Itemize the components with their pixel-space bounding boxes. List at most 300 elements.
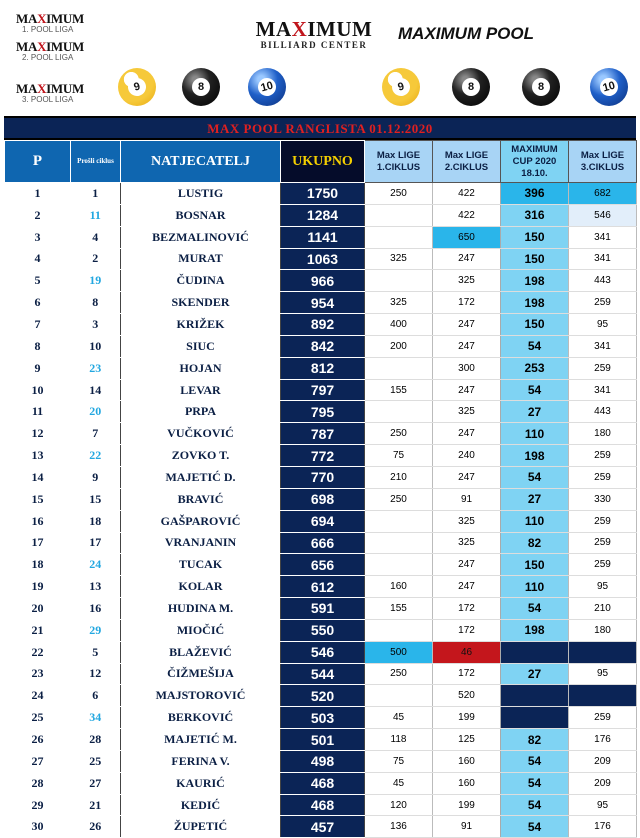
column-header-lige-3: Max LIGE 3.CIKLUS bbox=[569, 141, 637, 183]
total-points-cell: 520 bbox=[281, 685, 365, 707]
lige-3-points-cell: 443 bbox=[569, 401, 637, 423]
lige-1-points-cell: 75 bbox=[365, 750, 433, 772]
competitor-name-cell: LUSTIG bbox=[121, 183, 281, 205]
table-row bbox=[5, 423, 637, 445]
table-row bbox=[5, 663, 637, 685]
total-points-cell: 770 bbox=[281, 466, 365, 488]
previous-cycle-cell: 25 bbox=[71, 750, 121, 772]
center-brand: MAXIMUM bbox=[255, 17, 373, 41]
cup-points-cell: 54 bbox=[501, 466, 569, 488]
table-row bbox=[5, 685, 637, 707]
column-header-total: UKUPNO bbox=[281, 141, 365, 183]
lige-1-points-cell bbox=[365, 685, 433, 707]
lige-2-points-cell: 247 bbox=[433, 576, 501, 598]
total-points-cell: 468 bbox=[281, 772, 365, 794]
cup-points-cell: 27 bbox=[501, 488, 569, 510]
lige-1-points-cell: 155 bbox=[365, 598, 433, 620]
cup-points-cell: 82 bbox=[501, 532, 569, 554]
cup-points-cell: 27 bbox=[501, 401, 569, 423]
lige-1-points-cell: 325 bbox=[365, 248, 433, 270]
lige-2-points-cell: 520 bbox=[433, 685, 501, 707]
table-row bbox=[5, 816, 637, 838]
total-points-cell: 966 bbox=[281, 270, 365, 292]
total-points-cell: 787 bbox=[281, 423, 365, 445]
competitor-name-cell: BOSNAR bbox=[121, 204, 281, 226]
position-cell: 22 bbox=[5, 641, 71, 663]
lige-2-points-cell: 46 bbox=[433, 641, 501, 663]
nine-ball-icon: 9 bbox=[382, 68, 420, 106]
lige-2-points-cell: 325 bbox=[433, 532, 501, 554]
position-cell: 15 bbox=[5, 488, 71, 510]
position-cell: 3 bbox=[5, 226, 71, 248]
total-points-cell: 498 bbox=[281, 750, 365, 772]
lige-2-points-cell: 247 bbox=[433, 423, 501, 445]
previous-cycle-cell: 3 bbox=[71, 314, 121, 336]
cup-points-cell: 27 bbox=[501, 663, 569, 685]
total-points-cell: 544 bbox=[281, 663, 365, 685]
competitor-name-cell: KAURIĆ bbox=[121, 772, 281, 794]
cup-points-cell: 150 bbox=[501, 226, 569, 248]
cup-points-cell: 253 bbox=[501, 357, 569, 379]
previous-cycle-cell: 22 bbox=[71, 445, 121, 467]
nine-ball-icon: 9 bbox=[118, 68, 156, 106]
total-points-cell: 698 bbox=[281, 488, 365, 510]
competitor-name-cell: BLAŽEVIĆ bbox=[121, 641, 281, 663]
ten-ball-icon: 10 bbox=[248, 68, 286, 106]
lige-1-points-cell: 45 bbox=[365, 707, 433, 729]
table-row bbox=[5, 488, 637, 510]
previous-cycle-cell: 10 bbox=[71, 335, 121, 357]
cup-points-cell: 198 bbox=[501, 445, 569, 467]
position-cell: 4 bbox=[5, 248, 71, 270]
maximum-billiard-logo bbox=[254, 18, 374, 50]
competitor-name-cell: MURAT bbox=[121, 248, 281, 270]
previous-cycle-cell: 20 bbox=[71, 401, 121, 423]
table-row bbox=[5, 335, 637, 357]
previous-cycle-cell: 7 bbox=[71, 423, 121, 445]
lige-1-points-cell: 45 bbox=[365, 772, 433, 794]
cup-points-cell: 316 bbox=[501, 204, 569, 226]
position-cell: 21 bbox=[5, 619, 71, 641]
total-points-cell: 1750 bbox=[281, 183, 365, 205]
competitor-name-cell: KRIŽEK bbox=[121, 314, 281, 336]
lige-3-points-cell: 209 bbox=[569, 750, 637, 772]
total-points-cell: 1141 bbox=[281, 226, 365, 248]
lige-3-points-cell: 95 bbox=[569, 663, 637, 685]
competitor-name-cell: BERKOVIĆ bbox=[121, 707, 281, 729]
competitor-name-cell: SIUC bbox=[121, 335, 281, 357]
lige-3-points-cell: 443 bbox=[569, 270, 637, 292]
lige-2-points-cell: 247 bbox=[433, 314, 501, 336]
table-row bbox=[5, 204, 637, 226]
table-row bbox=[5, 357, 637, 379]
competitor-name-cell: VUČKOVIĆ bbox=[121, 423, 281, 445]
total-points-cell: 591 bbox=[281, 598, 365, 620]
position-cell: 27 bbox=[5, 750, 71, 772]
competitor-name-cell: FERINA V. bbox=[121, 750, 281, 772]
cup-points-cell: 54 bbox=[501, 379, 569, 401]
competitor-name-cell: GAŠPAROVIĆ bbox=[121, 510, 281, 532]
previous-cycle-cell: 9 bbox=[71, 466, 121, 488]
position-cell: 1 bbox=[5, 183, 71, 205]
lige-1-points-cell bbox=[365, 510, 433, 532]
previous-cycle-cell: 16 bbox=[71, 598, 121, 620]
position-cell: 17 bbox=[5, 532, 71, 554]
lige-3-points-cell bbox=[569, 685, 637, 707]
table-row bbox=[5, 445, 637, 467]
lige-2-points-cell: 125 bbox=[433, 729, 501, 751]
competitor-name-cell: BEZMALINOVIĆ bbox=[121, 226, 281, 248]
total-points-cell: 812 bbox=[281, 357, 365, 379]
eight-ball-icon: 8 bbox=[182, 68, 220, 106]
lige-1-points-cell: 200 bbox=[365, 335, 433, 357]
previous-cycle-cell: 34 bbox=[71, 707, 121, 729]
league-2-brand: MAXIMUM bbox=[16, 39, 84, 54]
center-sub: BILLIARD CENTER bbox=[260, 40, 368, 50]
position-cell: 20 bbox=[5, 598, 71, 620]
league-2-logo bbox=[16, 40, 116, 62]
previous-cycle-cell: 6 bbox=[71, 685, 121, 707]
cup-points-cell: 54 bbox=[501, 772, 569, 794]
competitor-name-cell: SKENDER bbox=[121, 292, 281, 314]
total-points-cell: 550 bbox=[281, 619, 365, 641]
lige-1-points-cell: 118 bbox=[365, 729, 433, 751]
lige-2-points-cell: 325 bbox=[433, 401, 501, 423]
lige-3-points-cell bbox=[569, 641, 637, 663]
lige-3-points-cell: 95 bbox=[569, 314, 637, 336]
previous-cycle-cell: 8 bbox=[71, 292, 121, 314]
lige-2-points-cell: 422 bbox=[433, 183, 501, 205]
total-points-cell: 797 bbox=[281, 379, 365, 401]
lige-3-points-cell: 259 bbox=[569, 357, 637, 379]
ranking-body bbox=[5, 183, 637, 838]
lige-2-points-cell: 247 bbox=[433, 379, 501, 401]
lige-2-points-cell: 247 bbox=[433, 554, 501, 576]
column-header-lige-1: Max LIGE 1.CIKLUS bbox=[365, 141, 433, 183]
lige-2-points-cell: 247 bbox=[433, 335, 501, 357]
lige-3-points-cell: 180 bbox=[569, 423, 637, 445]
cup-points-cell: 54 bbox=[501, 794, 569, 816]
lige-3-points-cell: 176 bbox=[569, 729, 637, 751]
competitor-name-cell: BRAVIĆ bbox=[121, 488, 281, 510]
competitor-name-cell: PRPA bbox=[121, 401, 281, 423]
lige-1-points-cell: 250 bbox=[365, 423, 433, 445]
lige-3-points-cell: 341 bbox=[569, 379, 637, 401]
table-row bbox=[5, 248, 637, 270]
lige-3-points-cell: 95 bbox=[569, 794, 637, 816]
position-cell: 2 bbox=[5, 204, 71, 226]
lige-2-points-cell: 172 bbox=[433, 619, 501, 641]
lige-2-points-cell: 199 bbox=[433, 707, 501, 729]
total-points-cell: 656 bbox=[281, 554, 365, 576]
position-cell: 12 bbox=[5, 423, 71, 445]
total-points-cell: 1063 bbox=[281, 248, 365, 270]
previous-cycle-cell: 19 bbox=[71, 270, 121, 292]
cup-points-cell: 54 bbox=[501, 750, 569, 772]
table-row bbox=[5, 576, 637, 598]
lige-1-points-cell: 160 bbox=[365, 576, 433, 598]
total-points-cell: 694 bbox=[281, 510, 365, 532]
competitor-name-cell: KEDIĆ bbox=[121, 794, 281, 816]
eight-ball-icon: 8 bbox=[452, 68, 490, 106]
lige-1-points-cell bbox=[365, 619, 433, 641]
previous-cycle-cell: 4 bbox=[71, 226, 121, 248]
previous-cycle-cell: 21 bbox=[71, 794, 121, 816]
cup-points-cell: 54 bbox=[501, 816, 569, 838]
position-cell: 24 bbox=[5, 685, 71, 707]
lige-3-points-cell: 259 bbox=[569, 532, 637, 554]
table-row bbox=[5, 794, 637, 816]
league-3-logo bbox=[16, 82, 116, 104]
cup-points-cell: 198 bbox=[501, 270, 569, 292]
table-row bbox=[5, 772, 637, 794]
lige-3-points-cell: 682 bbox=[569, 183, 637, 205]
position-cell: 13 bbox=[5, 445, 71, 467]
lige-1-points-cell bbox=[365, 532, 433, 554]
position-cell: 11 bbox=[5, 401, 71, 423]
page-title: MAXIMUM POOL bbox=[398, 24, 534, 43]
table-header-row bbox=[5, 141, 637, 183]
lige-1-points-cell: 210 bbox=[365, 466, 433, 488]
lige-1-points-cell: 136 bbox=[365, 816, 433, 838]
league-1-label: 1. POOL LIGA bbox=[22, 25, 74, 34]
position-cell: 28 bbox=[5, 772, 71, 794]
competitor-name-cell: MAJSTOROVIĆ bbox=[121, 685, 281, 707]
lige-3-points-cell: 259 bbox=[569, 466, 637, 488]
lige-1-points-cell: 155 bbox=[365, 379, 433, 401]
lige-3-points-cell: 341 bbox=[569, 335, 637, 357]
lige-3-points-cell: 259 bbox=[569, 292, 637, 314]
position-cell: 8 bbox=[5, 335, 71, 357]
column-header-position: P bbox=[5, 141, 71, 183]
previous-cycle-cell: 12 bbox=[71, 663, 121, 685]
competitor-name-cell: HOJAN bbox=[121, 357, 281, 379]
lige-3-points-cell: 259 bbox=[569, 445, 637, 467]
table-row bbox=[5, 510, 637, 532]
lige-3-points-cell: 95 bbox=[569, 576, 637, 598]
position-cell: 23 bbox=[5, 663, 71, 685]
lige-2-points-cell: 160 bbox=[433, 750, 501, 772]
table-row bbox=[5, 270, 637, 292]
lige-3-points-cell: 330 bbox=[569, 488, 637, 510]
table-row bbox=[5, 554, 637, 576]
total-points-cell: 795 bbox=[281, 401, 365, 423]
previous-cycle-cell: 24 bbox=[71, 554, 121, 576]
lige-2-points-cell: 199 bbox=[433, 794, 501, 816]
lige-2-points-cell: 172 bbox=[433, 663, 501, 685]
position-cell: 19 bbox=[5, 576, 71, 598]
league-1-brand: MAXIMUM bbox=[16, 11, 84, 26]
previous-cycle-cell: 27 bbox=[71, 772, 121, 794]
cup-points-cell: 150 bbox=[501, 248, 569, 270]
competitor-name-cell: VRANJANIN bbox=[121, 532, 281, 554]
lige-1-points-cell: 325 bbox=[365, 292, 433, 314]
lige-2-points-cell: 325 bbox=[433, 510, 501, 532]
previous-cycle-cell: 2 bbox=[71, 248, 121, 270]
previous-cycle-cell: 23 bbox=[71, 357, 121, 379]
cup-points-cell bbox=[501, 641, 569, 663]
lige-2-points-cell: 300 bbox=[433, 357, 501, 379]
league-2-label: 2. POOL LIGA bbox=[22, 53, 74, 62]
total-points-cell: 457 bbox=[281, 816, 365, 838]
previous-cycle-cell: 18 bbox=[71, 510, 121, 532]
total-points-cell: 546 bbox=[281, 641, 365, 663]
ten-ball-icon: 10 bbox=[590, 68, 628, 106]
column-header-cup: MAXIMUM CUP 2020 18.10. bbox=[501, 141, 569, 183]
lige-1-points-cell bbox=[365, 226, 433, 248]
lige-2-points-cell: 91 bbox=[433, 488, 501, 510]
lige-1-points-cell: 500 bbox=[365, 641, 433, 663]
table-row bbox=[5, 750, 637, 772]
cup-points-cell bbox=[501, 685, 569, 707]
lige-1-points-cell: 250 bbox=[365, 663, 433, 685]
cup-points-cell: 54 bbox=[501, 598, 569, 620]
table-row bbox=[5, 183, 637, 205]
previous-cycle-cell: 26 bbox=[71, 816, 121, 838]
lige-3-points-cell: 341 bbox=[569, 226, 637, 248]
column-header-lige-2: Max LIGE 2.CIKLUS bbox=[433, 141, 501, 183]
previous-cycle-cell: 14 bbox=[71, 379, 121, 401]
lige-1-points-cell bbox=[365, 204, 433, 226]
position-cell: 10 bbox=[5, 379, 71, 401]
position-cell: 30 bbox=[5, 816, 71, 838]
table-row bbox=[5, 532, 637, 554]
table-row bbox=[5, 226, 637, 248]
lige-1-points-cell: 75 bbox=[365, 445, 433, 467]
total-points-cell: 772 bbox=[281, 445, 365, 467]
position-cell: 26 bbox=[5, 729, 71, 751]
lige-1-points-cell: 400 bbox=[365, 314, 433, 336]
lige-1-points-cell bbox=[365, 554, 433, 576]
lige-2-points-cell: 160 bbox=[433, 772, 501, 794]
competitor-name-cell: TUCAK bbox=[121, 554, 281, 576]
league-3-label: 3. POOL LIGA bbox=[22, 95, 74, 104]
column-header-previous-cycle: Prošli ciklus bbox=[71, 141, 121, 183]
lige-2-points-cell: 240 bbox=[433, 445, 501, 467]
competitor-name-cell: LEVAR bbox=[121, 379, 281, 401]
lige-2-points-cell: 172 bbox=[433, 598, 501, 620]
competitor-name-cell: ČIŽMEŠIJA bbox=[121, 663, 281, 685]
lige-1-points-cell: 120 bbox=[365, 794, 433, 816]
lige-2-points-cell: 650 bbox=[433, 226, 501, 248]
header bbox=[4, 4, 636, 116]
ranking-table bbox=[4, 140, 637, 838]
position-cell: 18 bbox=[5, 554, 71, 576]
competitor-name-cell: KOLAR bbox=[121, 576, 281, 598]
competitor-name-cell: ZOVKO T. bbox=[121, 445, 281, 467]
lige-2-points-cell: 422 bbox=[433, 204, 501, 226]
table-row bbox=[5, 707, 637, 729]
ranking-banner: MAX POOL RANGLISTA 01.12.2020 bbox=[4, 116, 636, 140]
previous-cycle-cell: 29 bbox=[71, 619, 121, 641]
position-cell: 7 bbox=[5, 314, 71, 336]
position-cell: 5 bbox=[5, 270, 71, 292]
total-points-cell: 612 bbox=[281, 576, 365, 598]
competitor-name-cell: ČUDINA bbox=[121, 270, 281, 292]
cup-points-cell: 198 bbox=[501, 292, 569, 314]
total-points-cell: 503 bbox=[281, 707, 365, 729]
cup-points-cell bbox=[501, 707, 569, 729]
previous-cycle-cell: 15 bbox=[71, 488, 121, 510]
league-1-logo bbox=[16, 12, 116, 34]
lige-3-points-cell: 259 bbox=[569, 554, 637, 576]
lige-3-points-cell: 259 bbox=[569, 510, 637, 532]
previous-cycle-cell: 5 bbox=[71, 641, 121, 663]
previous-cycle-cell: 28 bbox=[71, 729, 121, 751]
cup-points-cell: 110 bbox=[501, 576, 569, 598]
lige-3-points-cell: 176 bbox=[569, 816, 637, 838]
position-cell: 16 bbox=[5, 510, 71, 532]
lige-3-points-cell: 546 bbox=[569, 204, 637, 226]
table-row bbox=[5, 292, 637, 314]
position-cell: 6 bbox=[5, 292, 71, 314]
table-row bbox=[5, 401, 637, 423]
total-points-cell: 1284 bbox=[281, 204, 365, 226]
previous-cycle-cell: 11 bbox=[71, 204, 121, 226]
table-row bbox=[5, 619, 637, 641]
lige-2-points-cell: 247 bbox=[433, 466, 501, 488]
total-points-cell: 892 bbox=[281, 314, 365, 336]
total-points-cell: 666 bbox=[281, 532, 365, 554]
cup-points-cell: 198 bbox=[501, 619, 569, 641]
league-3-brand: MAXIMUM bbox=[16, 81, 84, 96]
competitor-name-cell: MAJETIĆ M. bbox=[121, 729, 281, 751]
competitor-name-cell: HUDINA M. bbox=[121, 598, 281, 620]
total-points-cell: 468 bbox=[281, 794, 365, 816]
cup-points-cell: 82 bbox=[501, 729, 569, 751]
total-points-cell: 954 bbox=[281, 292, 365, 314]
table-row bbox=[5, 641, 637, 663]
competitor-name-cell: MAJETIĆ D. bbox=[121, 466, 281, 488]
cup-points-cell: 396 bbox=[501, 183, 569, 205]
lige-3-points-cell: 180 bbox=[569, 619, 637, 641]
table-row bbox=[5, 466, 637, 488]
previous-cycle-cell: 13 bbox=[71, 576, 121, 598]
competitor-name-cell: ŽUPETIĆ bbox=[121, 816, 281, 838]
lige-1-points-cell bbox=[365, 401, 433, 423]
lige-1-points-cell: 250 bbox=[365, 183, 433, 205]
table-row bbox=[5, 314, 637, 336]
position-cell: 29 bbox=[5, 794, 71, 816]
lige-1-points-cell bbox=[365, 357, 433, 379]
cup-points-cell: 110 bbox=[501, 510, 569, 532]
position-cell: 25 bbox=[5, 707, 71, 729]
previous-cycle-cell: 1 bbox=[71, 183, 121, 205]
table-row bbox=[5, 379, 637, 401]
table-row bbox=[5, 598, 637, 620]
eight-ball-icon: 8 bbox=[522, 68, 560, 106]
lige-3-points-cell: 341 bbox=[569, 248, 637, 270]
lige-1-points-cell: 250 bbox=[365, 488, 433, 510]
lige-2-points-cell: 247 bbox=[433, 248, 501, 270]
lige-3-points-cell: 210 bbox=[569, 598, 637, 620]
column-header-competitor: NATJECATELJ bbox=[121, 141, 281, 183]
cup-points-cell: 110 bbox=[501, 423, 569, 445]
total-points-cell: 501 bbox=[281, 729, 365, 751]
position-cell: 9 bbox=[5, 357, 71, 379]
lige-3-points-cell: 259 bbox=[569, 707, 637, 729]
previous-cycle-cell: 17 bbox=[71, 532, 121, 554]
cup-points-cell: 150 bbox=[501, 314, 569, 336]
position-cell: 14 bbox=[5, 466, 71, 488]
cup-points-cell: 150 bbox=[501, 554, 569, 576]
competitor-name-cell: MIOČIĆ bbox=[121, 619, 281, 641]
lige-3-points-cell: 209 bbox=[569, 772, 637, 794]
table-row bbox=[5, 729, 637, 751]
cup-points-cell: 54 bbox=[501, 335, 569, 357]
total-points-cell: 842 bbox=[281, 335, 365, 357]
lige-2-points-cell: 91 bbox=[433, 816, 501, 838]
